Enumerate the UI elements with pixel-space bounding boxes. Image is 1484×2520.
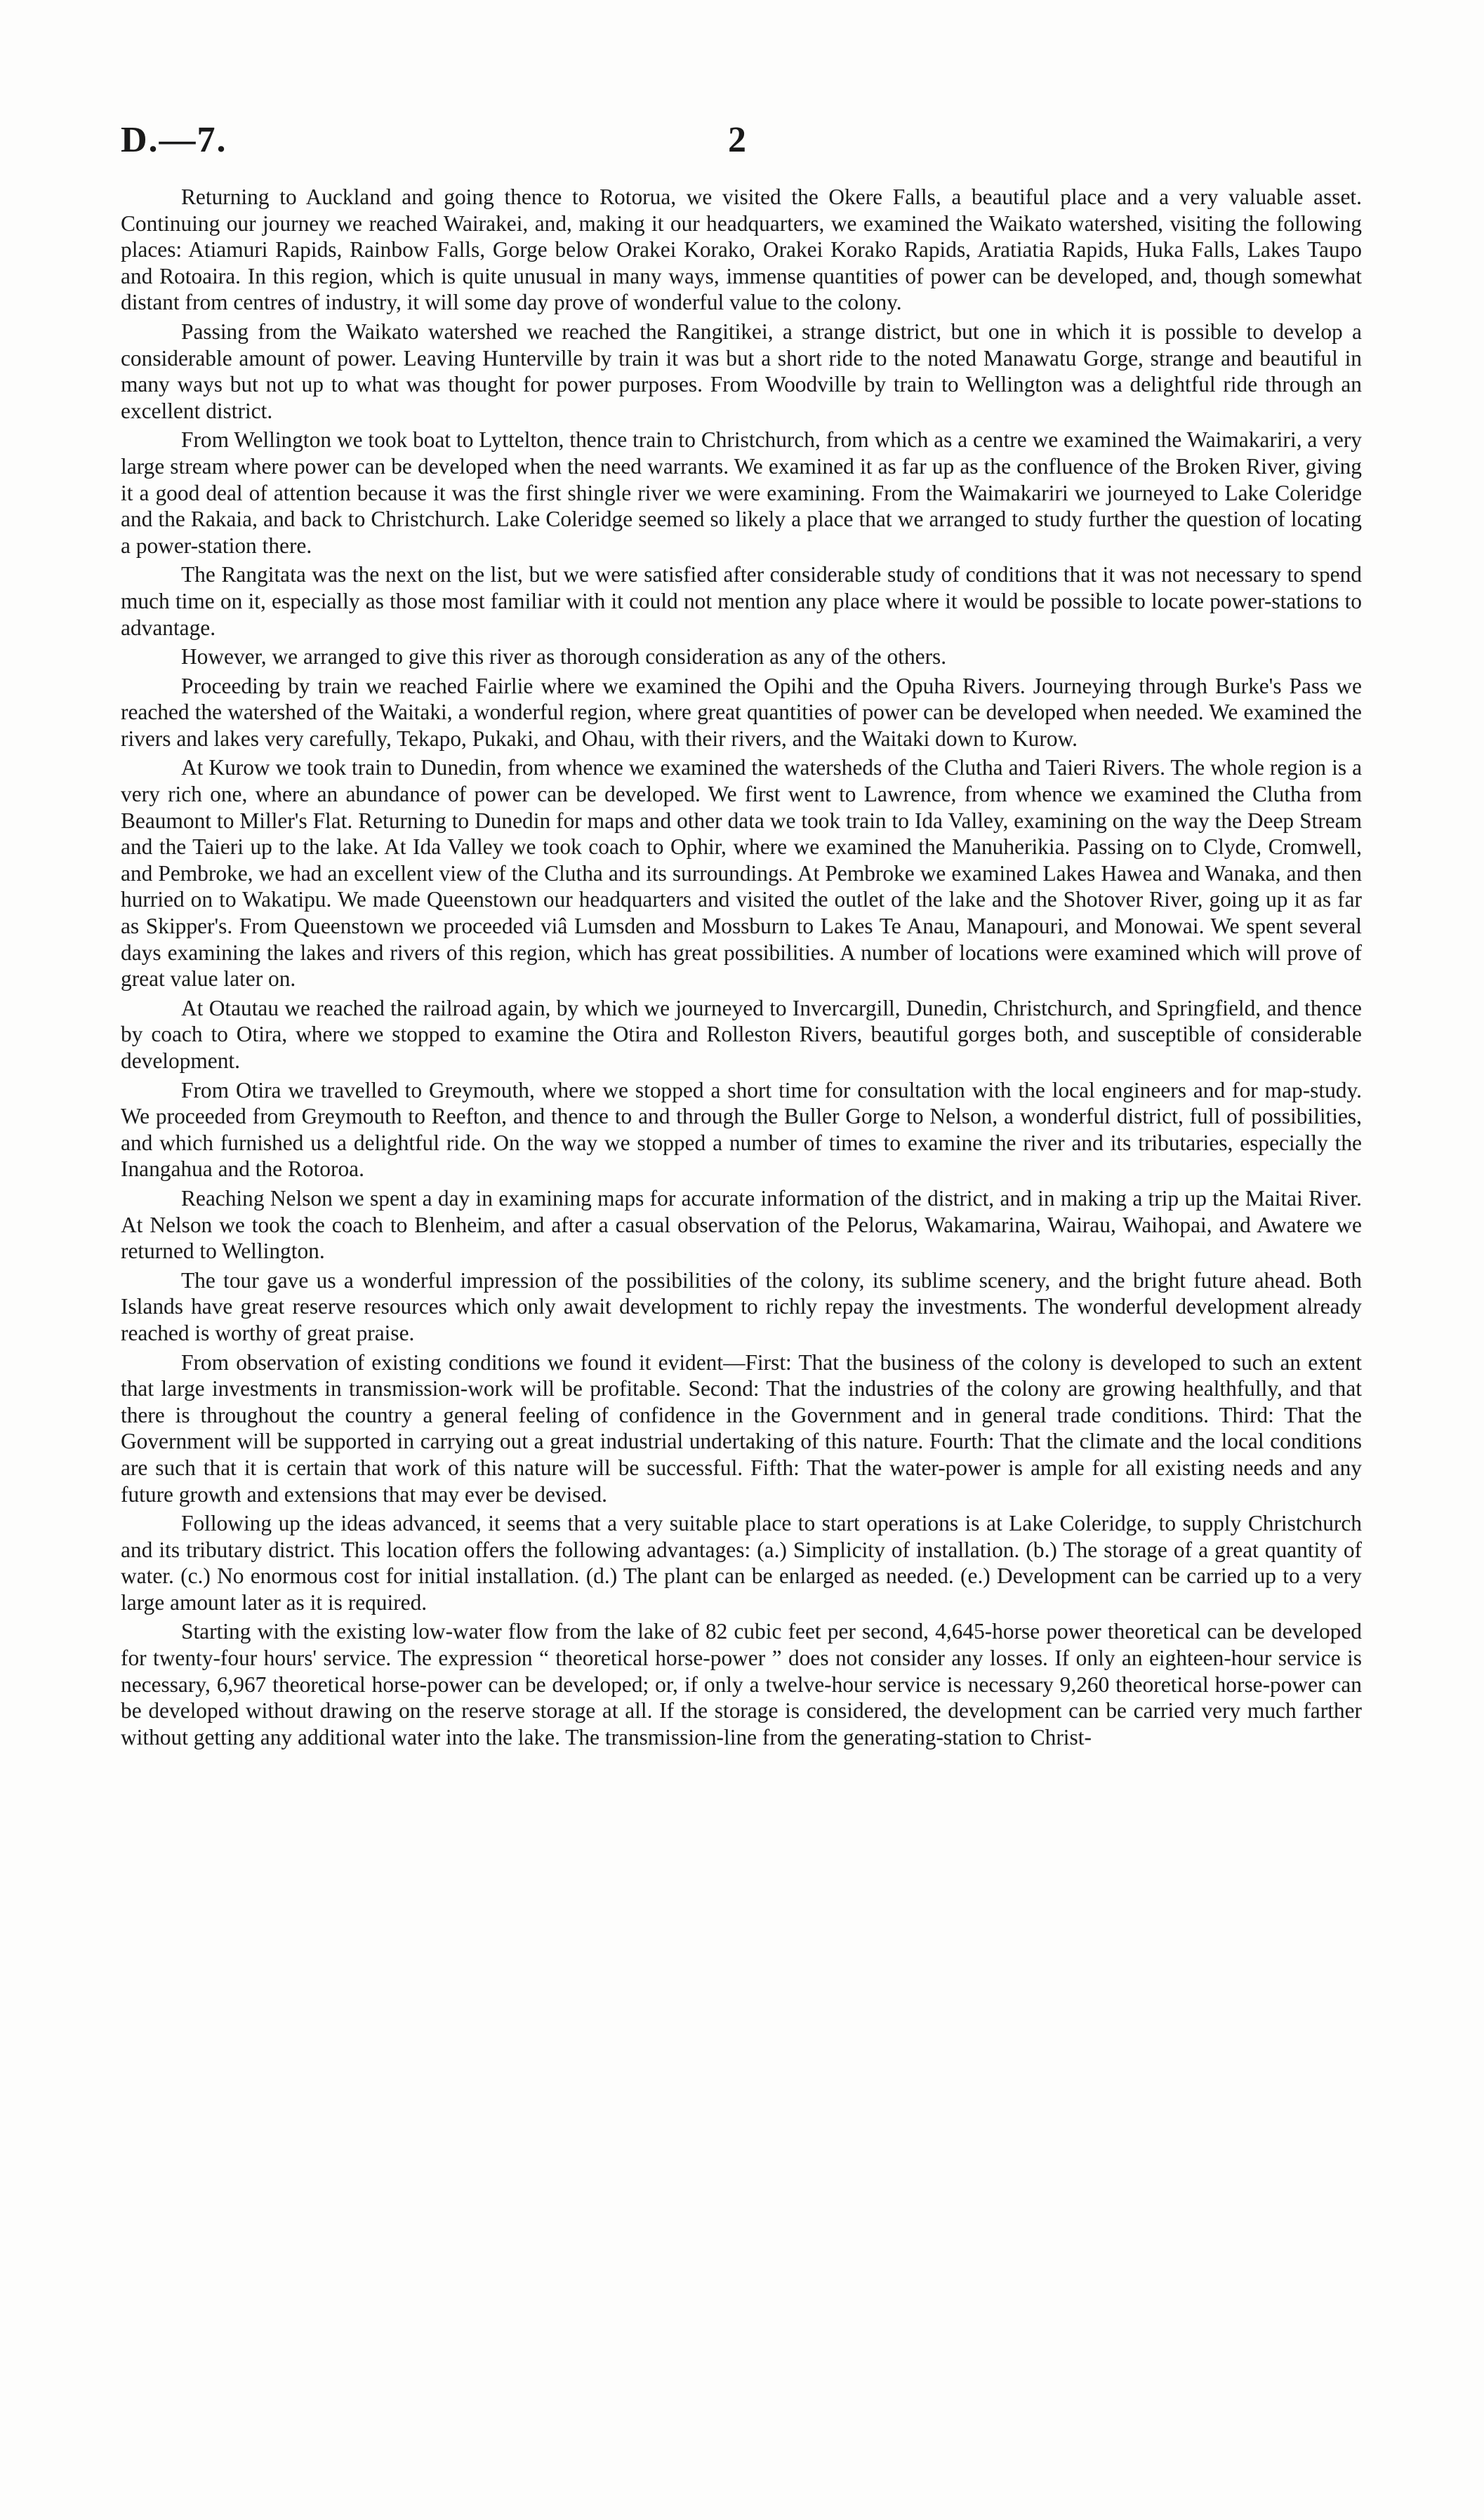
paragraph: However, we arranged to give this river as thorough consideration as any of the others.	[181, 644, 947, 669]
paragraph: From Wellington we took boat to Lyttelton, thence train to Christchurch, from which as a centre we examined the Waimakariri, a very large stream where power can be developed when the need warrants. We examined it as far up as the confluence of the Broken River, giving it a good deal of attention because it was the first shingle river we were examining. From the Waimakariri we journeyed to Lake Coleridge and the Rakaia, and back to Christchurch. Lake Coleridge seemed so likely a place that we arranged to study further the question of locating a power-station there.	[121, 427, 1362, 558]
paragraph: The Rangitata was the next on the list, but we were satisfied after considerable study of conditions that it was not necessary to spend much time on it, especially as those most familiar with it could not mention any place where it would be possible to locate power-stations to advantage.	[121, 562, 1362, 640]
paragraph: From observation of existing conditions we found it evident—First: That the business of the colony is developed to such an extent that large investments in transmission-work will be profitable. Second: That the industries of the colony are growing healthfully, and that there is throughout the country a general feeling of confidence in the Government and in general trade conditions. Third: That the Government will be supported in carrying out a great industrial undertaking of this nature. Fourth: That the climate and the local conditions are such that it is certain that work of this nature will be successful. Fifth: That the water-power is ample for all existing needs and any future growth and extensions that may ever be devised.	[121, 1349, 1362, 1507]
paragraph: The tour gave us a wonderful impression of the possibilities of the colony, its sublime scenery, and the bright future ahead. Both Islands have great reserve resources which only await development to richly repay the investments. The wonderful development already reached is worthy of great praise.	[121, 1267, 1362, 1345]
paragraph: Proceeding by train we reached Fairlie where we examined the Opihi and the Opuha Rivers. Journeying through Burke's Pass we reached the watershed of the Waitaki, a wonderful region, where great quantities of power can be developed when needed. We examined the rivers and lakes very carefully, Tekapo, Pukaki, and Ohau, with their rivers, and the Waitaki down to Kurow.	[121, 673, 1362, 751]
paragraph: Reaching Nelson we spent a day in examining maps for accurate information of the district, and in making a trip up the Maitai River. At Nelson we took the coach to Blenheim, and after a casual observation of the Pelorus, Wakamarina, Wairau, Waihopai, and Awatere we returned to Wellington.	[121, 1185, 1362, 1264]
page-number: 2	[728, 120, 746, 160]
paragraph: At Kurow we took train to Dunedin, from whence we examined the watersheds of the Clutha and Taieri Rivers. The whole region is a very rich one, where an abundance of power can be developed. We first went to Lawrence, from whence we examined the Clutha from Beaumont to Miller's Flat. Returning to Dunedin for maps and other data we took train to Ida Valley, examining on the way the Deep Stream and the Taieri up to the lake. At Ida Valley we took coach to Ophir, where we examined the Manuherikia. Passing on to Clyde, Cromwell, and Pembroke, we had an excellent view of the Clutha and its surroundings. At Pembroke we examined Lakes Hawea and Wanaka, and then hurried on to Wakatipu. We made Queenstown our headquarters and visited the outlet of the lake and the Shotover River, going up it as far as Skipper's. From Queenstown we proceeded viâ Lumsden and Mossburn to Lakes Te Anau, Manapouri, and Monowai. We spent several days examining the lakes and rivers of this region, which has great possibilities. A number of locations were examined which will prove of great value later on.	[121, 755, 1362, 992]
paragraph: Passing from the Waikato watershed we reached the Rangitikei, a strange district, but one in which it is possible to develop a considerable amount of power. Leaving Hunterville by train it was but a short ride to the noted Manawatu Gorge, strange and beautiful in many ways but not up to what was thought for power purposes. From Woodville by train to Wellington was a delightful ride through an excellent district.	[121, 319, 1362, 423]
body-text	[121, 184, 1362, 1750]
document-reference: D.—7.	[121, 120, 227, 160]
paragraph: At Otautau we reached the railroad again, by which we journeyed to Invercargill, Dunedin, Christchurch, and Springfield, and thence by coach to Otira, where we stopped to examine the Otira and Rolleston Rivers, beautiful gorges both, and susceptible of considerable development.	[121, 995, 1362, 1073]
page-header	[0, 119, 1484, 168]
paragraph: From Otira we travelled to Greymouth, where we stopped a short time for consultation with the local engineers and for map-study. We proceeded from Greymouth to Reefton, and thence to and through the Buller Gorge to Nelson, a wonderful district, full of possibilities, and which furnished us a delightful ride. On the way we stopped a number of times to examine the river and its tributaries, especially the Inangahua and the Rotoroa.	[121, 1077, 1362, 1182]
paragraph: Following up the ideas advanced, it seems that a very suitable place to start operations is at Lake Coleridge, to supply Christchurch and its tributary district. This location offers the following advantages: (a.) Simplicity of installation. (b.) The storage of a great quantity of water. (c.) No enormous cost for initial installation. (d.) The plant can be enlarged as needed. (e.) Development can be carried up to a very large amount later as it is required.	[121, 1511, 1362, 1615]
paragraph: Starting with the existing low-water flow from the lake of 82 cubic feet per second, 4,645-horse power theoretical can be developed for twenty-four hours' service. The expression “ theoretical horse-power ” does not consider any losses. If only an eighteen-hour service is necessary, 6,967 theoretical horse-power can be developed; or, if only a twelve-hour service is necessary 9,260 theoretical horse-power can be developed without drawing on the reserve storage at all. If the storage is considered, the development can be carried very much farther without getting any additional water into the lake. The transmission-line from the generating-station to Christ-	[121, 1619, 1362, 1749]
paragraph: Returning to Auckland and going thence to Rotorua, we visited the Okere Falls, a beautiful place and a very valuable asset. Continuing our journey we reached Wairakei, and, making it our headquarters, we examined the Waikato watershed, visiting the following places: Atiamuri Rapids, Rainbow Falls, Gorge below Orakei Korako, Orakei Korako Rapids, Aratiatia Rapids, Huka Falls, Lakes Taupo and Rotoaira. In this region, which is quite unusual in many ways, immense quantities of power can be developed, and, though somewhat distant from centres of industry, it will some day prove of wonderful value to the colony.	[121, 185, 1362, 315]
